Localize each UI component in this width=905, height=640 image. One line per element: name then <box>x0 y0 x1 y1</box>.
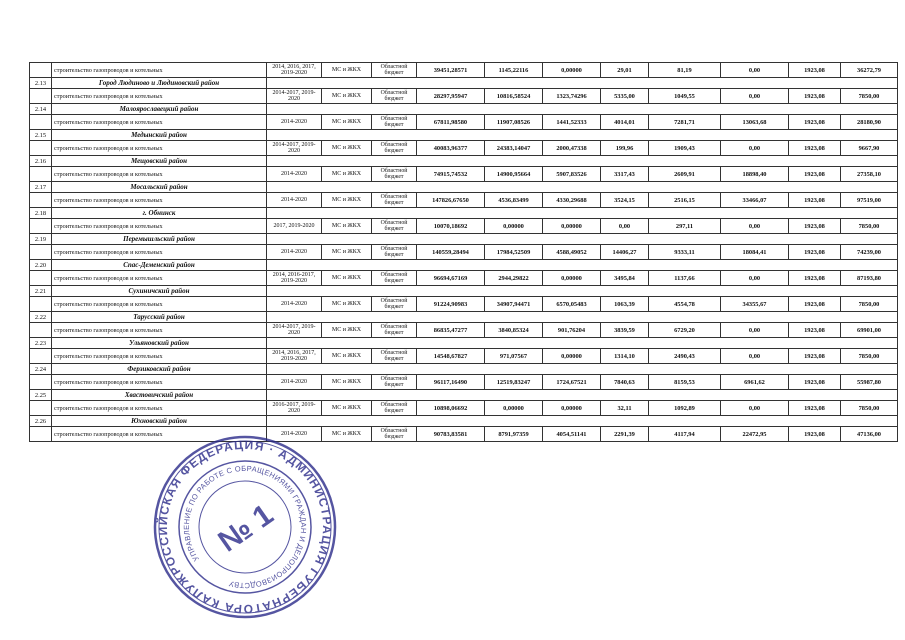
amount-cell: 4054,51141 <box>543 427 601 442</box>
district-row <box>30 364 898 375</box>
work-description: строительство газопроводов и котельных <box>52 63 267 78</box>
amount-cell: 28297,95947 <box>417 89 485 104</box>
work-description: строительство газопроводов и котельных <box>52 323 267 338</box>
amount-cell: 1323,74296 <box>543 89 601 104</box>
row-number: 2.24 <box>30 364 52 375</box>
row-number: 2.13 <box>30 78 52 89</box>
amount-cell: 6961,62 <box>721 375 789 390</box>
amount-cell: 8791,97359 <box>485 427 543 442</box>
funding-source: Областной бюджет <box>372 141 417 156</box>
amount-cell: 0,00000 <box>543 401 601 416</box>
amount-cell: 1923,08 <box>789 219 841 234</box>
row-number <box>30 219 52 234</box>
work-description: строительство газопроводов и котельных <box>52 89 267 104</box>
amount-cell: 4554,78 <box>649 297 721 312</box>
district-name: Город Людиново и Людиновский район <box>52 78 267 89</box>
executor: МС и ЖКХ <box>322 89 372 104</box>
amount-cell: 1923,08 <box>789 349 841 364</box>
implementation-years: 2014, 2016, 2017, 2019-2020 <box>267 349 322 364</box>
implementation-years: 2014-2020 <box>267 115 322 130</box>
row-number <box>30 115 52 130</box>
work-description: строительство газопроводов и котельных <box>52 193 267 208</box>
work-row <box>30 349 898 364</box>
amount-cell: 0,00 <box>721 219 789 234</box>
work-row <box>30 401 898 416</box>
row-number: 2.15 <box>30 130 52 141</box>
budget-table <box>29 62 898 442</box>
row-number: 2.20 <box>30 260 52 271</box>
funding-source: Областной бюджет <box>372 89 417 104</box>
empty-cell <box>267 156 898 167</box>
executor: МС и ЖКХ <box>322 427 372 442</box>
amount-cell: 901,76204 <box>543 323 601 338</box>
amount-cell: 1923,08 <box>789 245 841 260</box>
district-row <box>30 78 898 89</box>
row-number <box>30 349 52 364</box>
amount-cell: 33466,07 <box>721 193 789 208</box>
work-description: строительство газопроводов и котельных <box>52 141 267 156</box>
district-row <box>30 390 898 401</box>
funding-source: Областной бюджет <box>372 401 417 416</box>
table-body <box>30 63 898 442</box>
amount-cell: 0,00 <box>721 63 789 78</box>
row-number <box>30 323 52 338</box>
work-row <box>30 141 898 156</box>
work-description: строительство газопроводов и котельных <box>52 115 267 130</box>
amount-cell: 18084,41 <box>721 245 789 260</box>
amount-cell: 4536,83499 <box>485 193 543 208</box>
amount-cell: 7850,00 <box>841 219 898 234</box>
district-row <box>30 182 898 193</box>
district-row <box>30 156 898 167</box>
amount-cell: 147826,67650 <box>417 193 485 208</box>
amount-cell: 0,00 <box>601 219 649 234</box>
implementation-years: 2014-2020 <box>267 193 322 208</box>
amount-cell: 7850,00 <box>841 401 898 416</box>
stamp-seal-graphic <box>150 432 340 622</box>
district-name: Хвастовичский район <box>52 390 267 401</box>
amount-cell: 7850,00 <box>841 349 898 364</box>
amount-cell: 55987,80 <box>841 375 898 390</box>
amount-cell: 87193,80 <box>841 271 898 286</box>
implementation-years: 2014-2020 <box>267 375 322 390</box>
implementation-years: 2014-2020 <box>267 167 322 182</box>
amount-cell: 4117,94 <box>649 427 721 442</box>
row-number: 2.17 <box>30 182 52 193</box>
row-number: 2.16 <box>30 156 52 167</box>
district-row <box>30 338 898 349</box>
amount-cell: 1049,55 <box>649 89 721 104</box>
amount-cell: 7850,00 <box>841 297 898 312</box>
amount-cell: 1909,43 <box>649 141 721 156</box>
district-name: Перемышльский район <box>52 234 267 245</box>
executor: МС и ЖКХ <box>322 63 372 78</box>
work-description: строительство газопроводов и котельных <box>52 427 267 442</box>
amount-cell: 297,11 <box>649 219 721 234</box>
funding-source: Областной бюджет <box>372 63 417 78</box>
amount-cell: 0,00000 <box>543 349 601 364</box>
amount-cell: 96117,16490 <box>417 375 485 390</box>
amount-cell: 1441,52333 <box>543 115 601 130</box>
amount-cell: 971,07567 <box>485 349 543 364</box>
amount-cell: 1923,08 <box>789 141 841 156</box>
empty-cell <box>267 286 898 297</box>
work-description: строительство газопроводов и котельных <box>52 167 267 182</box>
row-number <box>30 271 52 286</box>
work-row <box>30 89 898 104</box>
row-number <box>30 245 52 260</box>
amount-cell: 6570,05483 <box>543 297 601 312</box>
funding-source: Областной бюджет <box>372 115 417 130</box>
funding-source: Областной бюджет <box>372 323 417 338</box>
executor: МС и ЖКХ <box>322 297 372 312</box>
executor: МС и ЖКХ <box>322 323 372 338</box>
district-name: Ферзиковский район <box>52 364 267 375</box>
district-name: Тарусский район <box>52 312 267 323</box>
amount-cell: 3840,85324 <box>485 323 543 338</box>
row-number: 2.18 <box>30 208 52 219</box>
amount-cell: 1923,08 <box>789 323 841 338</box>
district-row <box>30 104 898 115</box>
work-row <box>30 193 898 208</box>
amount-cell: 2609,91 <box>649 167 721 182</box>
amount-cell: 3495,84 <box>601 271 649 286</box>
implementation-years: 2016-2017, 2019-2020 <box>267 401 322 416</box>
amount-cell: 1314,10 <box>601 349 649 364</box>
amount-cell: 1923,08 <box>789 401 841 416</box>
empty-cell <box>267 208 898 219</box>
stamp-outer-text: РОССИЙСКАЯ ФЕДЕРАЦИЯ · АДМИНИСТРАЦИЯ ГУБЕРНАТОРА КАЛУЖСКОЙ <box>155 437 335 617</box>
work-description: строительство газопроводов и котельных <box>52 245 267 260</box>
amount-cell: 0,00 <box>721 141 789 156</box>
amount-cell: 0,00000 <box>543 271 601 286</box>
funding-source: Областной бюджет <box>372 193 417 208</box>
row-number <box>30 401 52 416</box>
amount-cell: 1137,66 <box>649 271 721 286</box>
funding-source: Областной бюджет <box>372 245 417 260</box>
row-number <box>30 193 52 208</box>
empty-cell <box>267 78 898 89</box>
district-name: Юхновский район <box>52 416 267 427</box>
document-sheet <box>29 62 881 442</box>
amount-cell: 24383,14047 <box>485 141 543 156</box>
empty-cell <box>267 260 898 271</box>
amount-cell: 14900,95664 <box>485 167 543 182</box>
amount-cell: 9667,90 <box>841 141 898 156</box>
work-description: строительство газопроводов и котельных <box>52 401 267 416</box>
empty-cell <box>267 182 898 193</box>
amount-cell: 13063,68 <box>721 115 789 130</box>
empty-cell <box>267 364 898 375</box>
implementation-years: 2014, 2016, 2017, 2019-2020 <box>267 63 322 78</box>
amount-cell: 4330,29688 <box>543 193 601 208</box>
work-row <box>30 271 898 286</box>
implementation-years: 2014-2017, 2019-2020 <box>267 141 322 156</box>
executor: МС и ЖКХ <box>322 401 372 416</box>
executor: МС и ЖКХ <box>322 271 372 286</box>
empty-cell <box>267 104 898 115</box>
executor: МС и ЖКХ <box>322 349 372 364</box>
amount-cell: 10898,06692 <box>417 401 485 416</box>
amount-cell: 3317,43 <box>601 167 649 182</box>
amount-cell: 2000,47338 <box>543 141 601 156</box>
amount-cell: 3839,59 <box>601 323 649 338</box>
executor: МС и ЖКХ <box>322 141 372 156</box>
amount-cell: 11907,08526 <box>485 115 543 130</box>
executor: МС и ЖКХ <box>322 245 372 260</box>
work-description: строительство газопроводов и котельных <box>52 219 267 234</box>
row-number <box>30 167 52 182</box>
amount-cell: 1923,08 <box>789 167 841 182</box>
funding-source: Областной бюджет <box>372 375 417 390</box>
amount-cell: 0,00 <box>721 89 789 104</box>
implementation-years: 2014-2017, 2019-2020 <box>267 323 322 338</box>
executor: МС и ЖКХ <box>322 219 372 234</box>
amount-cell: 1145,22116 <box>485 63 543 78</box>
implementation-years: 2014, 2016-2017, 2019-2020 <box>267 271 322 286</box>
district-name: Спас-Деменский район <box>52 260 267 271</box>
amount-cell: 4588,49052 <box>543 245 601 260</box>
amount-cell: 90783,83581 <box>417 427 485 442</box>
work-description: строительство газопроводов и котельных <box>52 271 267 286</box>
amount-cell: 69901,00 <box>841 323 898 338</box>
amount-cell: 29,01 <box>601 63 649 78</box>
amount-cell: 22472,95 <box>721 427 789 442</box>
work-row <box>30 245 898 260</box>
row-number <box>30 375 52 390</box>
amount-cell: 0,00 <box>721 271 789 286</box>
district-row <box>30 130 898 141</box>
work-description: строительство газопроводов и котельных <box>52 375 267 390</box>
amount-cell: 5335,00 <box>601 89 649 104</box>
amount-cell: 9333,11 <box>649 245 721 260</box>
work-row <box>30 115 898 130</box>
amount-cell: 1923,08 <box>789 271 841 286</box>
amount-cell: 0,00 <box>721 401 789 416</box>
amount-cell: 47136,00 <box>841 427 898 442</box>
amount-cell: 7281,71 <box>649 115 721 130</box>
amount-cell: 0,00 <box>721 349 789 364</box>
empty-cell <box>267 416 898 427</box>
official-stamp <box>150 432 340 622</box>
executor: МС и ЖКХ <box>322 375 372 390</box>
district-name: Малоярославецкий район <box>52 104 267 115</box>
amount-cell: 74915,74532 <box>417 167 485 182</box>
district-row <box>30 312 898 323</box>
amount-cell: 0,00000 <box>485 219 543 234</box>
amount-cell: 1923,08 <box>789 115 841 130</box>
implementation-years: 2014-2020 <box>267 245 322 260</box>
amount-cell: 8159,53 <box>649 375 721 390</box>
work-row <box>30 219 898 234</box>
row-number: 2.25 <box>30 390 52 401</box>
amount-cell: 14406,27 <box>601 245 649 260</box>
district-name: Медынский район <box>52 130 267 141</box>
amount-cell: 1923,08 <box>789 63 841 78</box>
amount-cell: 1923,08 <box>789 375 841 390</box>
amount-cell: 74239,00 <box>841 245 898 260</box>
row-number <box>30 141 52 156</box>
amount-cell: 0,00000 <box>543 63 601 78</box>
funding-source: Областной бюджет <box>372 167 417 182</box>
district-name: Сухиничский район <box>52 286 267 297</box>
empty-cell <box>267 312 898 323</box>
row-number <box>30 427 52 442</box>
amount-cell: 97519,00 <box>841 193 898 208</box>
stamp-inner-text: УПРАВЛЕНИЕ ПО РАБОТЕ С ОБРАЩЕНИЯМИ ГРАЖДАН И ДЕЛОПРОИЗВОДСТВУ <box>181 463 309 591</box>
amount-cell: 2490,43 <box>649 349 721 364</box>
empty-cell <box>267 234 898 245</box>
work-row <box>30 323 898 338</box>
amount-cell: 27358,10 <box>841 167 898 182</box>
amount-cell: 1724,67521 <box>543 375 601 390</box>
amount-cell: 2291,39 <box>601 427 649 442</box>
amount-cell: 67811,98580 <box>417 115 485 130</box>
funding-source: Областной бюджет <box>372 297 417 312</box>
district-name: г. Обнинск <box>52 208 267 219</box>
amount-cell: 7840,63 <box>601 375 649 390</box>
funding-source: Областной бюджет <box>372 349 417 364</box>
amount-cell: 1092,89 <box>649 401 721 416</box>
implementation-years: 2017, 2019-2020 <box>267 219 322 234</box>
work-description: строительство газопроводов и котельных <box>52 349 267 364</box>
amount-cell: 2944,29822 <box>485 271 543 286</box>
implementation-years: 2014-2017, 2019-2020 <box>267 89 322 104</box>
amount-cell: 17984,52509 <box>485 245 543 260</box>
empty-cell <box>267 130 898 141</box>
amount-cell: 0,00000 <box>485 401 543 416</box>
amount-cell: 0,00000 <box>543 219 601 234</box>
row-number: 2.23 <box>30 338 52 349</box>
amount-cell: 14548,67827 <box>417 349 485 364</box>
row-number <box>30 63 52 78</box>
amount-cell: 39451,28571 <box>417 63 485 78</box>
amount-cell: 91224,90983 <box>417 297 485 312</box>
implementation-years: 2014-2020 <box>267 427 322 442</box>
amount-cell: 34907,94471 <box>485 297 543 312</box>
amount-cell: 1923,08 <box>789 297 841 312</box>
amount-cell: 5907,83526 <box>543 167 601 182</box>
amount-cell: 96694,67169 <box>417 271 485 286</box>
executor: МС и ЖКХ <box>322 115 372 130</box>
work-row <box>30 375 898 390</box>
funding-source: Областной бюджет <box>372 219 417 234</box>
district-name: Мещовский район <box>52 156 267 167</box>
amount-cell: 81,19 <box>649 63 721 78</box>
district-row <box>30 416 898 427</box>
amount-cell: 1923,08 <box>789 89 841 104</box>
district-name: Ульяновский район <box>52 338 267 349</box>
district-row <box>30 208 898 219</box>
amount-cell: 199,96 <box>601 141 649 156</box>
amount-cell: 10816,58524 <box>485 89 543 104</box>
row-number: 2.26 <box>30 416 52 427</box>
amount-cell: 40083,96377 <box>417 141 485 156</box>
empty-cell <box>267 390 898 401</box>
amount-cell: 86835,47277 <box>417 323 485 338</box>
funding-source: Областной бюджет <box>372 271 417 286</box>
row-number: 2.22 <box>30 312 52 323</box>
empty-cell <box>267 338 898 349</box>
row-number <box>30 89 52 104</box>
row-number: 2.21 <box>30 286 52 297</box>
row-number: 2.19 <box>30 234 52 245</box>
district-row <box>30 286 898 297</box>
amount-cell: 10070,18692 <box>417 219 485 234</box>
amount-cell: 28180,90 <box>841 115 898 130</box>
district-name: Мосальский район <box>52 182 267 193</box>
amount-cell: 1923,08 <box>789 427 841 442</box>
district-row <box>30 234 898 245</box>
amount-cell: 34355,67 <box>721 297 789 312</box>
amount-cell: 2516,15 <box>649 193 721 208</box>
executor: МС и ЖКХ <box>322 193 372 208</box>
amount-cell: 7850,00 <box>841 89 898 104</box>
amount-cell: 3524,15 <box>601 193 649 208</box>
amount-cell: 32,11 <box>601 401 649 416</box>
district-row <box>30 260 898 271</box>
amount-cell: 6729,20 <box>649 323 721 338</box>
amount-cell: 4014,01 <box>601 115 649 130</box>
executor: МС и ЖКХ <box>322 167 372 182</box>
row-number: 2.14 <box>30 104 52 115</box>
work-description: строительство газопроводов и котельных <box>52 297 267 312</box>
work-row <box>30 297 898 312</box>
amount-cell: 1923,08 <box>789 193 841 208</box>
amount-cell: 18898,40 <box>721 167 789 182</box>
work-row <box>30 167 898 182</box>
work-row <box>30 63 898 78</box>
row-number <box>30 297 52 312</box>
amount-cell: 0,00 <box>721 323 789 338</box>
amount-cell: 36272,79 <box>841 63 898 78</box>
amount-cell: 1063,39 <box>601 297 649 312</box>
implementation-years: 2014-2020 <box>267 297 322 312</box>
amount-cell: 12519,83247 <box>485 375 543 390</box>
funding-source: Областной бюджет <box>372 427 417 442</box>
stamp-number: № 1 <box>212 497 280 559</box>
amount-cell: 140559,28494 <box>417 245 485 260</box>
